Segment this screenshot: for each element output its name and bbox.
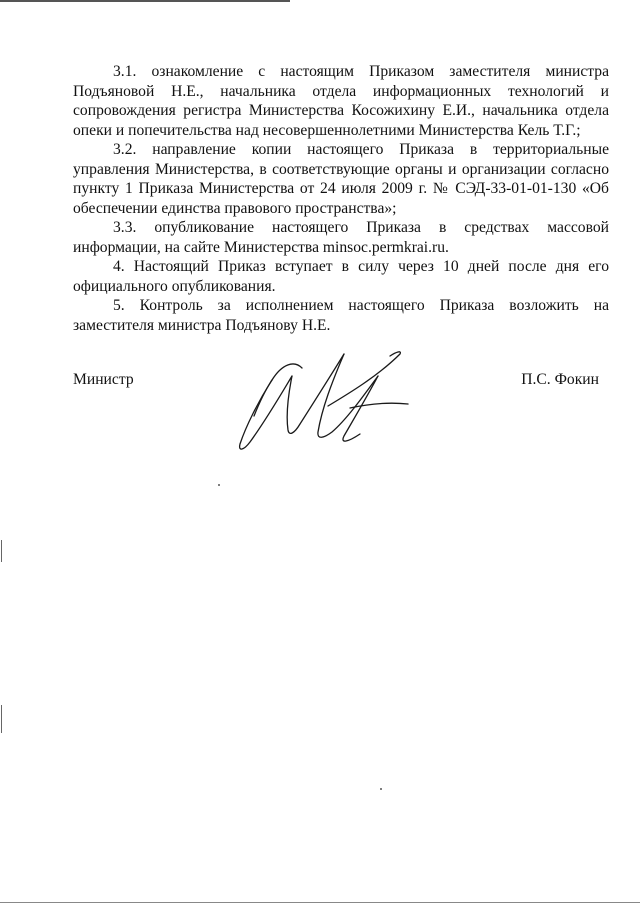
scan-edge-left bbox=[1, 540, 2, 562]
paragraph-3-1: 3.1. ознакомление с настоящим Приказом заместителя министра Подъяновой Н.Е., начальника отдела информационных технологий и сопровождения регистра Министерства Косожихину Е.И., начальника отдела опеки и попечительства над несовершеннолетними Министерства Кель Т.Г.; bbox=[73, 63, 609, 139]
document-body bbox=[73, 62, 609, 335]
paragraph-3-3: 3.3. опубликование настоящего Приказа в средствах массовой информации, на сайте Министерства minsoc.permkrai.ru. bbox=[73, 219, 609, 256]
scan-edge-left bbox=[1, 705, 2, 733]
scan-edge-bottom bbox=[0, 902, 640, 903]
paragraph-3-2: 3.2. направление копии настоящего Приказа в территориальные управления Министерства, в соответствующие органы и организации согласно пункту 1 Приказа Министерства от 24 июля 2009 г. № СЭД-33-01-01-130 «Об обеспечении единства правового пространства»; bbox=[73, 141, 609, 217]
scan-speck bbox=[380, 788, 382, 790]
signatory-name: П.С. Фокин bbox=[521, 371, 599, 388]
handwritten-signature bbox=[232, 346, 412, 456]
paragraph-4: 4. Настоящий Приказ вступает в силу через 10 дней после дня его официального опубликования. bbox=[73, 258, 609, 295]
paragraph-5: 5. Контроль за исполнением настоящего Приказа возложить на заместителя министра Подъянову Н.Е. bbox=[73, 297, 609, 334]
signatory-title: Министр bbox=[73, 371, 134, 388]
scan-speck bbox=[218, 484, 220, 486]
scan-edge-top bbox=[0, 0, 290, 2]
